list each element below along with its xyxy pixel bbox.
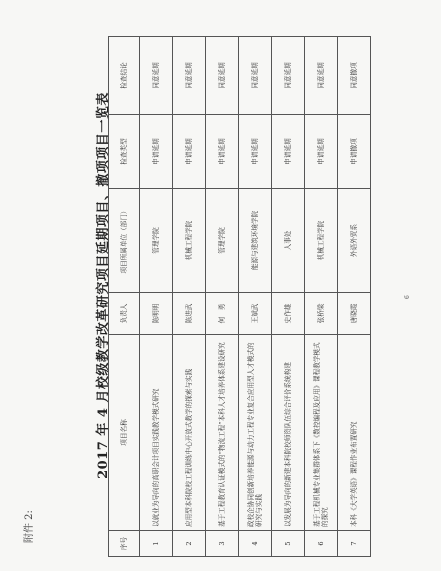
cell-check-result: 同意延期 bbox=[140, 37, 173, 115]
header-check-type: 检查类型 bbox=[109, 115, 140, 189]
projects-table bbox=[108, 36, 371, 557]
cell-department: 管理学院 bbox=[140, 189, 173, 293]
cell-check-result: 同意延期 bbox=[206, 37, 239, 115]
cell-check-result: 同意延期 bbox=[272, 37, 305, 115]
cell-check-type: 申请延期 bbox=[173, 115, 206, 189]
table-row bbox=[239, 37, 272, 557]
cell-index: 5 bbox=[272, 531, 305, 557]
cell-index: 7 bbox=[338, 531, 371, 557]
cell-department: 机械工程学院 bbox=[305, 189, 338, 293]
cell-department: 管理学院 bbox=[206, 189, 239, 293]
page-title: 2017 年 4 月校级教学改革研究项目延期项目、撤项项目一览表 bbox=[96, 92, 111, 479]
cell-leader: 唐晓霞 bbox=[338, 293, 371, 335]
cell-department: 机械工程学院 bbox=[173, 189, 206, 293]
cell-leader: 陈进武 bbox=[173, 293, 206, 335]
cell-department: 人事处 bbox=[272, 189, 305, 293]
table-row bbox=[305, 37, 338, 557]
header-index: 序号 bbox=[109, 531, 140, 557]
header-project-name: 项目名称 bbox=[109, 335, 140, 531]
cell-project-name: 基于工程机械专业集群体系下《数控编程及应用》课程教学模式的探究 bbox=[305, 335, 338, 531]
cell-leader: 陈明明 bbox=[140, 293, 173, 335]
cell-project-name: 以就业为导向的高职会计项目实践教学模式研究 bbox=[140, 335, 173, 531]
cell-project-name: 基于工程教育认证模式的“物流工程”本科人才培养体系建设研究 bbox=[206, 335, 239, 531]
table-row bbox=[173, 37, 206, 557]
cell-project-name: 政校企协同创新培养能源与动力工程专业复合应用型人才模式的研究与实践 bbox=[239, 335, 272, 531]
cell-index: 4 bbox=[239, 531, 272, 557]
cell-check-type: 申请延期 bbox=[305, 115, 338, 189]
header-check-result: 检查结论 bbox=[109, 37, 140, 115]
cell-index: 1 bbox=[140, 531, 173, 557]
table-header-row bbox=[109, 37, 140, 557]
cell-check-type: 申请延期 bbox=[206, 115, 239, 189]
cell-check-type: 申请延期 bbox=[239, 115, 272, 189]
header-department: 项目所属单位（部门） bbox=[109, 189, 140, 293]
header-leader: 负责人 bbox=[109, 293, 140, 335]
page-number: 6 bbox=[404, 295, 411, 299]
cell-leader: 张桥梁 bbox=[305, 293, 338, 335]
table-row bbox=[272, 37, 305, 557]
cell-check-result: 同意延期 bbox=[173, 37, 206, 115]
cell-index: 6 bbox=[305, 531, 338, 557]
cell-check-result: 同意撤项 bbox=[338, 37, 371, 115]
table-row bbox=[206, 37, 239, 557]
cell-department: 能源与建筑环境学院 bbox=[239, 189, 272, 293]
cell-index: 3 bbox=[206, 531, 239, 557]
cell-check-type: 申请延期 bbox=[140, 115, 173, 189]
cell-leader: 王斌武 bbox=[239, 293, 272, 335]
cell-leader: 何 勇 bbox=[206, 293, 239, 335]
cell-department: 外语外贸系 bbox=[338, 189, 371, 293]
cell-check-type: 申请撤项 bbox=[338, 115, 371, 189]
cell-check-result: 同意延期 bbox=[305, 37, 338, 115]
cell-check-type: 申请延期 bbox=[272, 115, 305, 189]
table-row bbox=[338, 37, 371, 557]
table-row bbox=[140, 37, 173, 557]
cell-project-name: 应用型本科院校工程训练中心开放式教学的探索与实践 bbox=[173, 335, 206, 531]
cell-index: 2 bbox=[173, 531, 206, 557]
cell-project-name: 以发展为导向的新建本科院校师资队伍综合评价系统构建 bbox=[272, 335, 305, 531]
cell-check-result: 同意延期 bbox=[239, 37, 272, 115]
cell-leader: 史作雄 bbox=[272, 293, 305, 335]
cell-project-name: 本科《大学英语》课程作业布置研究 bbox=[338, 335, 371, 531]
attachment-label: 附件 2: bbox=[24, 510, 35, 543]
